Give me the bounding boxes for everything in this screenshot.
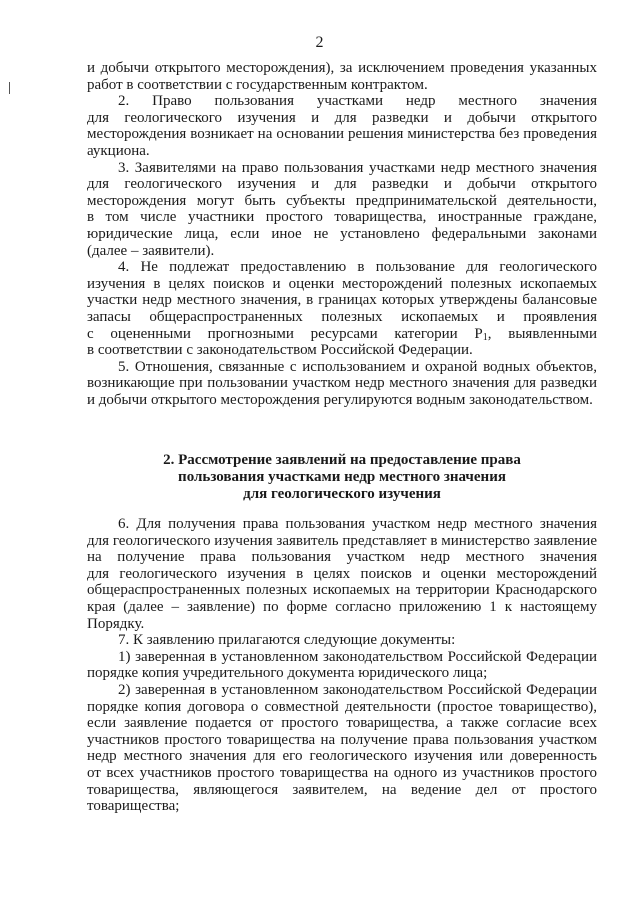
section-application-review bbox=[87, 516, 597, 815]
paragraph-line bbox=[87, 110, 597, 127]
paragraph-line bbox=[87, 748, 597, 765]
line-text: порядке копия учредительного документа юридического лица; bbox=[87, 665, 488, 682]
paragraph-line bbox=[87, 533, 597, 550]
line-text: юридические лица, если иное не установлено федеральными законами bbox=[87, 225, 597, 242]
line-text: товарищества; bbox=[87, 798, 180, 815]
paragraph-line bbox=[87, 765, 597, 782]
paragraph-line bbox=[87, 93, 597, 110]
paragraph-line bbox=[87, 160, 597, 177]
line-text: в том числе участники простого товарищества, иностранные граждане, bbox=[87, 209, 597, 226]
paragraph-line bbox=[87, 616, 597, 633]
paragraph-line bbox=[87, 566, 597, 583]
line-text: для геологического изучения в целях поисков и оценки месторождений bbox=[87, 565, 597, 582]
line-text: Порядку. bbox=[87, 615, 145, 632]
line-text: аукциона. bbox=[87, 142, 150, 159]
paragraph-line bbox=[87, 632, 597, 649]
section-general-provisions bbox=[87, 60, 597, 408]
line-text: недр местного значения для его геологического изучения или доверенность bbox=[87, 748, 597, 765]
line-text: работ в соответствии с государственным контрактом. bbox=[87, 76, 428, 93]
paragraph-line bbox=[87, 782, 597, 799]
line-text: порядке копия договора о совместной деятельности (простое товарищество), bbox=[87, 698, 597, 715]
heading-line: пользования участками недр местного значения bbox=[178, 469, 506, 485]
paragraph-line bbox=[87, 732, 597, 749]
paragraph-line bbox=[87, 209, 597, 226]
line-text: для геологического изучения и для разведки и добычи открытого bbox=[87, 109, 597, 126]
line-text: на получение права пользования участком недр местного значения bbox=[87, 549, 597, 566]
paragraph-line bbox=[87, 60, 597, 77]
heading-line: 2. Рассмотрение заявлений на предоставление права bbox=[163, 452, 521, 468]
paragraph-line bbox=[87, 176, 597, 193]
paragraph-line bbox=[87, 682, 597, 699]
paragraph-line bbox=[87, 143, 597, 160]
paragraph-line bbox=[87, 309, 597, 326]
line-text: 5. Отношения, связанные с использованием и охраной водных объектов, bbox=[118, 358, 597, 375]
paragraph-line bbox=[87, 549, 597, 566]
line-text: края (далее – заявление) по форме согласно приложению 1 к настоящему bbox=[87, 598, 597, 615]
page-number: 2 bbox=[315, 34, 324, 51]
paragraph-line bbox=[87, 375, 597, 392]
section-heading bbox=[87, 452, 597, 503]
line-text: изучения в целях поисков и оценки месторождений полезных ископаемых bbox=[87, 275, 597, 292]
line-text: в соответствии с законодательством Российской Федерации. bbox=[87, 342, 473, 359]
line-text: участки недр местного значения, в границах которых утверждены балансовые bbox=[87, 292, 597, 309]
line-text: (далее – заявители). bbox=[87, 242, 215, 259]
line-text: месторождения могут быть субъекты предпринимательской деятельности, bbox=[87, 192, 597, 209]
margin-mark bbox=[9, 82, 10, 94]
line-text: возникающие при пользовании участком недр местного значения для разведки bbox=[87, 375, 597, 392]
paragraph-line bbox=[87, 699, 597, 716]
line-text: 6. Для получения права пользования участком недр местного значения bbox=[118, 516, 597, 532]
line-text: общераспространенных полезных ископаемых на территории Краснодарского bbox=[87, 582, 597, 599]
paragraph-line bbox=[87, 292, 597, 309]
paragraph-line bbox=[87, 342, 597, 359]
line-text: для геологического изучения и для разведки и добычи открытого bbox=[87, 176, 597, 193]
line-text: для геологического изучения заявитель представляет в министерство заявление bbox=[87, 532, 597, 549]
line-text: месторождения возникает на основании решения министерства без проведения bbox=[87, 126, 597, 143]
line-text: 2) заверенная в установленном законодательством Российской Федерации bbox=[118, 681, 597, 698]
paragraph-line bbox=[87, 126, 597, 143]
line-text: от всех участников простого товарищества на одного из участников простого bbox=[87, 764, 597, 781]
line-text: 1) заверенная в установленном законодательством Российской Федерации bbox=[118, 648, 597, 665]
paragraph-line bbox=[87, 226, 597, 243]
line-text-after: , выявленными bbox=[487, 325, 597, 342]
line-text: участников простого товарищества на получение права пользования участком bbox=[87, 731, 597, 748]
heading-line: для геологического изучения bbox=[243, 486, 441, 502]
paragraph-line bbox=[87, 193, 597, 210]
subscript: 1 bbox=[482, 331, 488, 343]
line-text: и добычи открытого месторождения регулируются водным законодательством. bbox=[87, 391, 593, 408]
line-text: 4. Не подлежат предоставлению в пользование для геологического bbox=[118, 259, 597, 276]
line-text: запасы общераспространенных полезных ископаемых и проявления bbox=[87, 308, 597, 325]
line-text: 2. Право пользования участками недр местного значения bbox=[118, 93, 597, 110]
paragraph-line bbox=[87, 715, 597, 732]
line-text: 3. Заявителями на право пользования участками недр местного значения bbox=[118, 159, 597, 176]
paragraph-line bbox=[87, 243, 597, 260]
paragraph-line bbox=[87, 649, 597, 666]
paragraph-line bbox=[87, 582, 597, 599]
paragraph-line bbox=[87, 326, 597, 343]
paragraph-line bbox=[87, 392, 597, 409]
paragraph-line bbox=[87, 665, 597, 682]
paragraph-line bbox=[87, 276, 597, 293]
line-text: товарищества, являющегося заявителем, на ведение дел от простого bbox=[87, 781, 597, 798]
line-text: если заявление подается от простого товарищества, а также согласие всех bbox=[87, 715, 597, 732]
paragraph-line bbox=[87, 516, 597, 533]
paragraph-line bbox=[87, 359, 597, 376]
line-text: 7. К заявлению прилагаются следующие документы: bbox=[118, 632, 456, 649]
line-text: и добычи открытого месторождения), за исключением проведения указанных bbox=[87, 60, 597, 76]
paragraph-line bbox=[87, 798, 597, 815]
paragraph-line bbox=[87, 599, 597, 616]
line-text: с оцененными прогнозными ресурсами категории Р bbox=[87, 325, 483, 342]
paragraph-line bbox=[87, 77, 597, 94]
paragraph-line bbox=[87, 259, 597, 276]
